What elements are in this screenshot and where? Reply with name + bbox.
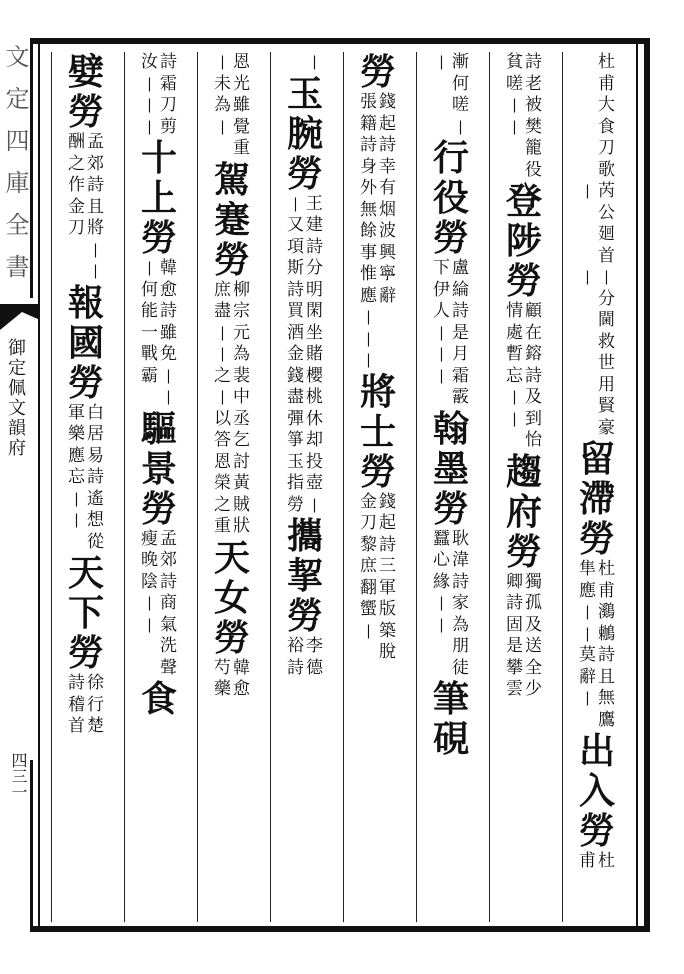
annotation-line-right: 詩 霜 刀 剪 [160,52,177,137]
annotation-line-right: 恩 光 雖 覺 重 [233,52,250,158]
annotation-line-right: 獨 孤 及 送 全 少 [525,571,542,699]
annotation-line-right: | 分 閫 救 世 用 賢 豪 [598,269,615,438]
annotation-line-left: 下 伊 人 | | | [433,258,450,384]
annotation-line-left: 詩 稽 首 [68,673,85,736]
annotation-line-right: 孟 郊 詩 且 將 | | [87,132,104,279]
annotation-line-right: 錢 起 詩 幸 有 烟 波 興 寧 辭 [379,92,396,306]
headword-entry: 食 [140,678,177,720]
annotation-entry [358,92,398,372]
headword-entry: 駕 蹇 勞 [213,158,250,281]
spine-text: 文定四庫全書 [1,44,29,296]
text-column [431,52,471,922]
annotation-line-left: 甫 [579,851,596,871]
annotation-entry [66,132,106,283]
column-rule [343,52,344,922]
headword-entry: 天 下 勞 [67,552,104,674]
headword-entry: 嬖 勞 [67,51,104,133]
annotation-entry [577,559,617,710]
annotation-line-right: 顧 在 鎔 詩 及 到 怡 [525,301,542,450]
center-fold-line [38,44,40,926]
annotation-entry [577,181,617,267]
headword-entry: 出 入 勞 [578,730,615,852]
annotation-entry [212,52,252,160]
fishtail-mark-icon [0,300,40,334]
text-columns [48,52,634,922]
annotation-line-right: 芮 公 廻 首 [598,181,615,266]
annotation-line-right: 韓 愈 詩 雖 免 | | [160,258,177,405]
headword-entry: 留 滯 勞 [578,438,615,560]
text-column [285,52,325,922]
text-column [577,52,617,922]
annotation-line-left: 裕 詩 [287,636,304,678]
annotation-line-left: | 又 項 斯 詩 買 酒 金 錢 盡 彈 箏 玉 指 勞 [287,195,304,515]
annotation-entry [431,529,471,680]
annotation-line-right: | [312,54,317,70]
headword-entry: 將 士 勞 [359,370,396,493]
annotation-entry [358,492,398,664]
annotation-entry [66,403,106,554]
column-rule [562,52,563,922]
annotation-entry [577,267,617,439]
column-rule [197,52,198,922]
frame-top-border [30,38,650,44]
annotation-line-right: 韓 愈 [233,657,250,699]
headword-entry: 勞 [359,51,396,93]
headword-entry: 登 陟 勞 [505,180,542,302]
annotation-line-left: 隼 應 | | 莫 辭 | [579,559,596,706]
annotation-line-right: 王 建 詩 分 明 閑 坐 賭 櫻 桃 休 却 投 壺 | [306,193,323,513]
annotation-entry [504,301,544,452]
annotation-line-right: 李 德 [306,636,323,678]
annotation-line-left: 張 籍 詩 身 外 無 餘 事 惟 應 | | | [360,92,377,368]
frame-left-border-bottom [30,760,33,932]
column-rule [416,52,417,922]
headword-entry: 行 役 勞 [432,137,469,259]
headword-entry: 翰 墨 勞 [432,407,469,530]
annotation-line-left [578,710,597,732]
annotation-entry [139,258,179,409]
annotation-line-left: 酬 之 作 金 刀 [68,132,85,238]
annotation-line-right: 錢 起 詩 三 軍 版 築 脫 [379,491,396,662]
annotation-entry [285,52,325,74]
annotation-line-right: 杜 甫 大 食 刀 歌 [598,52,615,180]
column-rule [51,52,52,922]
frame-left-border-top [30,38,33,298]
text-column [139,52,179,922]
annotation-line-left: 軍 樂 應 忘 | | [68,402,85,528]
headword-entry: 玉 腕 勞 [286,72,323,195]
book-title: 御定佩文韻府 [5,338,26,458]
headword-entry: 報 國 勞 [67,281,104,404]
annotation-line-left: 汝 | | | [141,52,158,135]
annotation-line-right: 柳 宗 元 為 裴 中 丞 乞 討 黃 賊 狀 [233,279,250,536]
annotation-line-left: 貧 嗟 | | [506,52,523,135]
annotation-entry [285,636,325,679]
annotation-entry [577,52,617,181]
annotation-line-right: 杜 [598,851,615,871]
text-column [358,52,398,922]
annotation-entry [577,851,617,873]
annotation-line-left [286,52,305,74]
annotation-line-left: | [585,269,590,285]
annotation-line-left: 庶 盡 | | 之 | 以 答 恩 榮 之 重 [214,279,231,536]
annotation-line-right: 杜 甫 鸂 鶒 詩 且 無 [598,559,615,708]
annotation-entry [212,658,252,701]
annotation-line-right: 白 居 易 詩 遙 想 從 [87,402,104,552]
annotation-line-left: 瘦 晚 陰 | | [141,528,158,633]
headword-entry: 十 上 勞 [140,137,177,259]
annotation-line-left: 蠶 心 緣 | | [433,528,450,633]
annotation-entry [66,673,106,738]
annotation-line-right: 漸 何 嗟 | [452,52,469,135]
annotation-line-right: 鷹 [598,709,615,730]
annotation-line-left: | [585,183,590,199]
frame-bottom-border [30,926,650,932]
headword-entry: 天 女 勞 [213,536,250,659]
page-number: 四三一 [9,752,28,800]
annotation-line-left: | [439,54,444,70]
annotation-entry [431,258,471,409]
annotation-entry [139,52,179,138]
annotation-line-left: | 未 為 | [214,54,231,135]
annotation-entry [139,529,179,680]
text-column [212,52,252,922]
annotation-entry [577,710,617,732]
annotation-line-right: 盧 綸 詩 是 月 霜 霰 [452,258,469,407]
annotation-line-right: 耿 湋 詩 家 為 朋 徒 [452,528,469,678]
headword-entry: 驅 景 勞 [140,407,177,530]
annotation-entry [285,194,325,517]
column-rule [124,52,125,922]
headword-entry: 攜 挈 勞 [286,515,323,637]
text-column [504,52,544,922]
annotation-line-left: 卿 詩 固 是 攀 雲 [506,571,523,699]
column-rule [270,52,271,922]
annotation-line-left: | 何 能 一 戰 霸 [141,260,158,386]
annotation-line-left: 芍 藥 [214,657,231,699]
annotation-line-right: 徐 行 楚 [87,673,104,736]
text-column [66,52,106,922]
annotation-line-left [578,52,597,181]
headword-entry: 筆 硯 [432,678,469,760]
annotation-entry [504,52,544,181]
annotation-line-left: 金 刀 黎 庶 翻 蠁 | [360,491,377,639]
spine-margin-strip [0,44,30,314]
annotation-entry [504,572,544,701]
frame-inner-right-border [636,44,638,926]
column-rule [489,52,490,922]
frame-right-border [644,38,650,932]
annotation-line-right: 詩 老 被 樊 籠 役 [525,52,542,180]
headword-entry: 趨 府 勞 [505,450,542,573]
annotation-entry [431,52,471,138]
annotation-entry [212,280,252,538]
annotation-line-left: 情 處 暫 忘 | | [506,301,523,427]
annotation-line-right: 孟 郊 詩 商 氣 洗 聲 [160,528,177,678]
